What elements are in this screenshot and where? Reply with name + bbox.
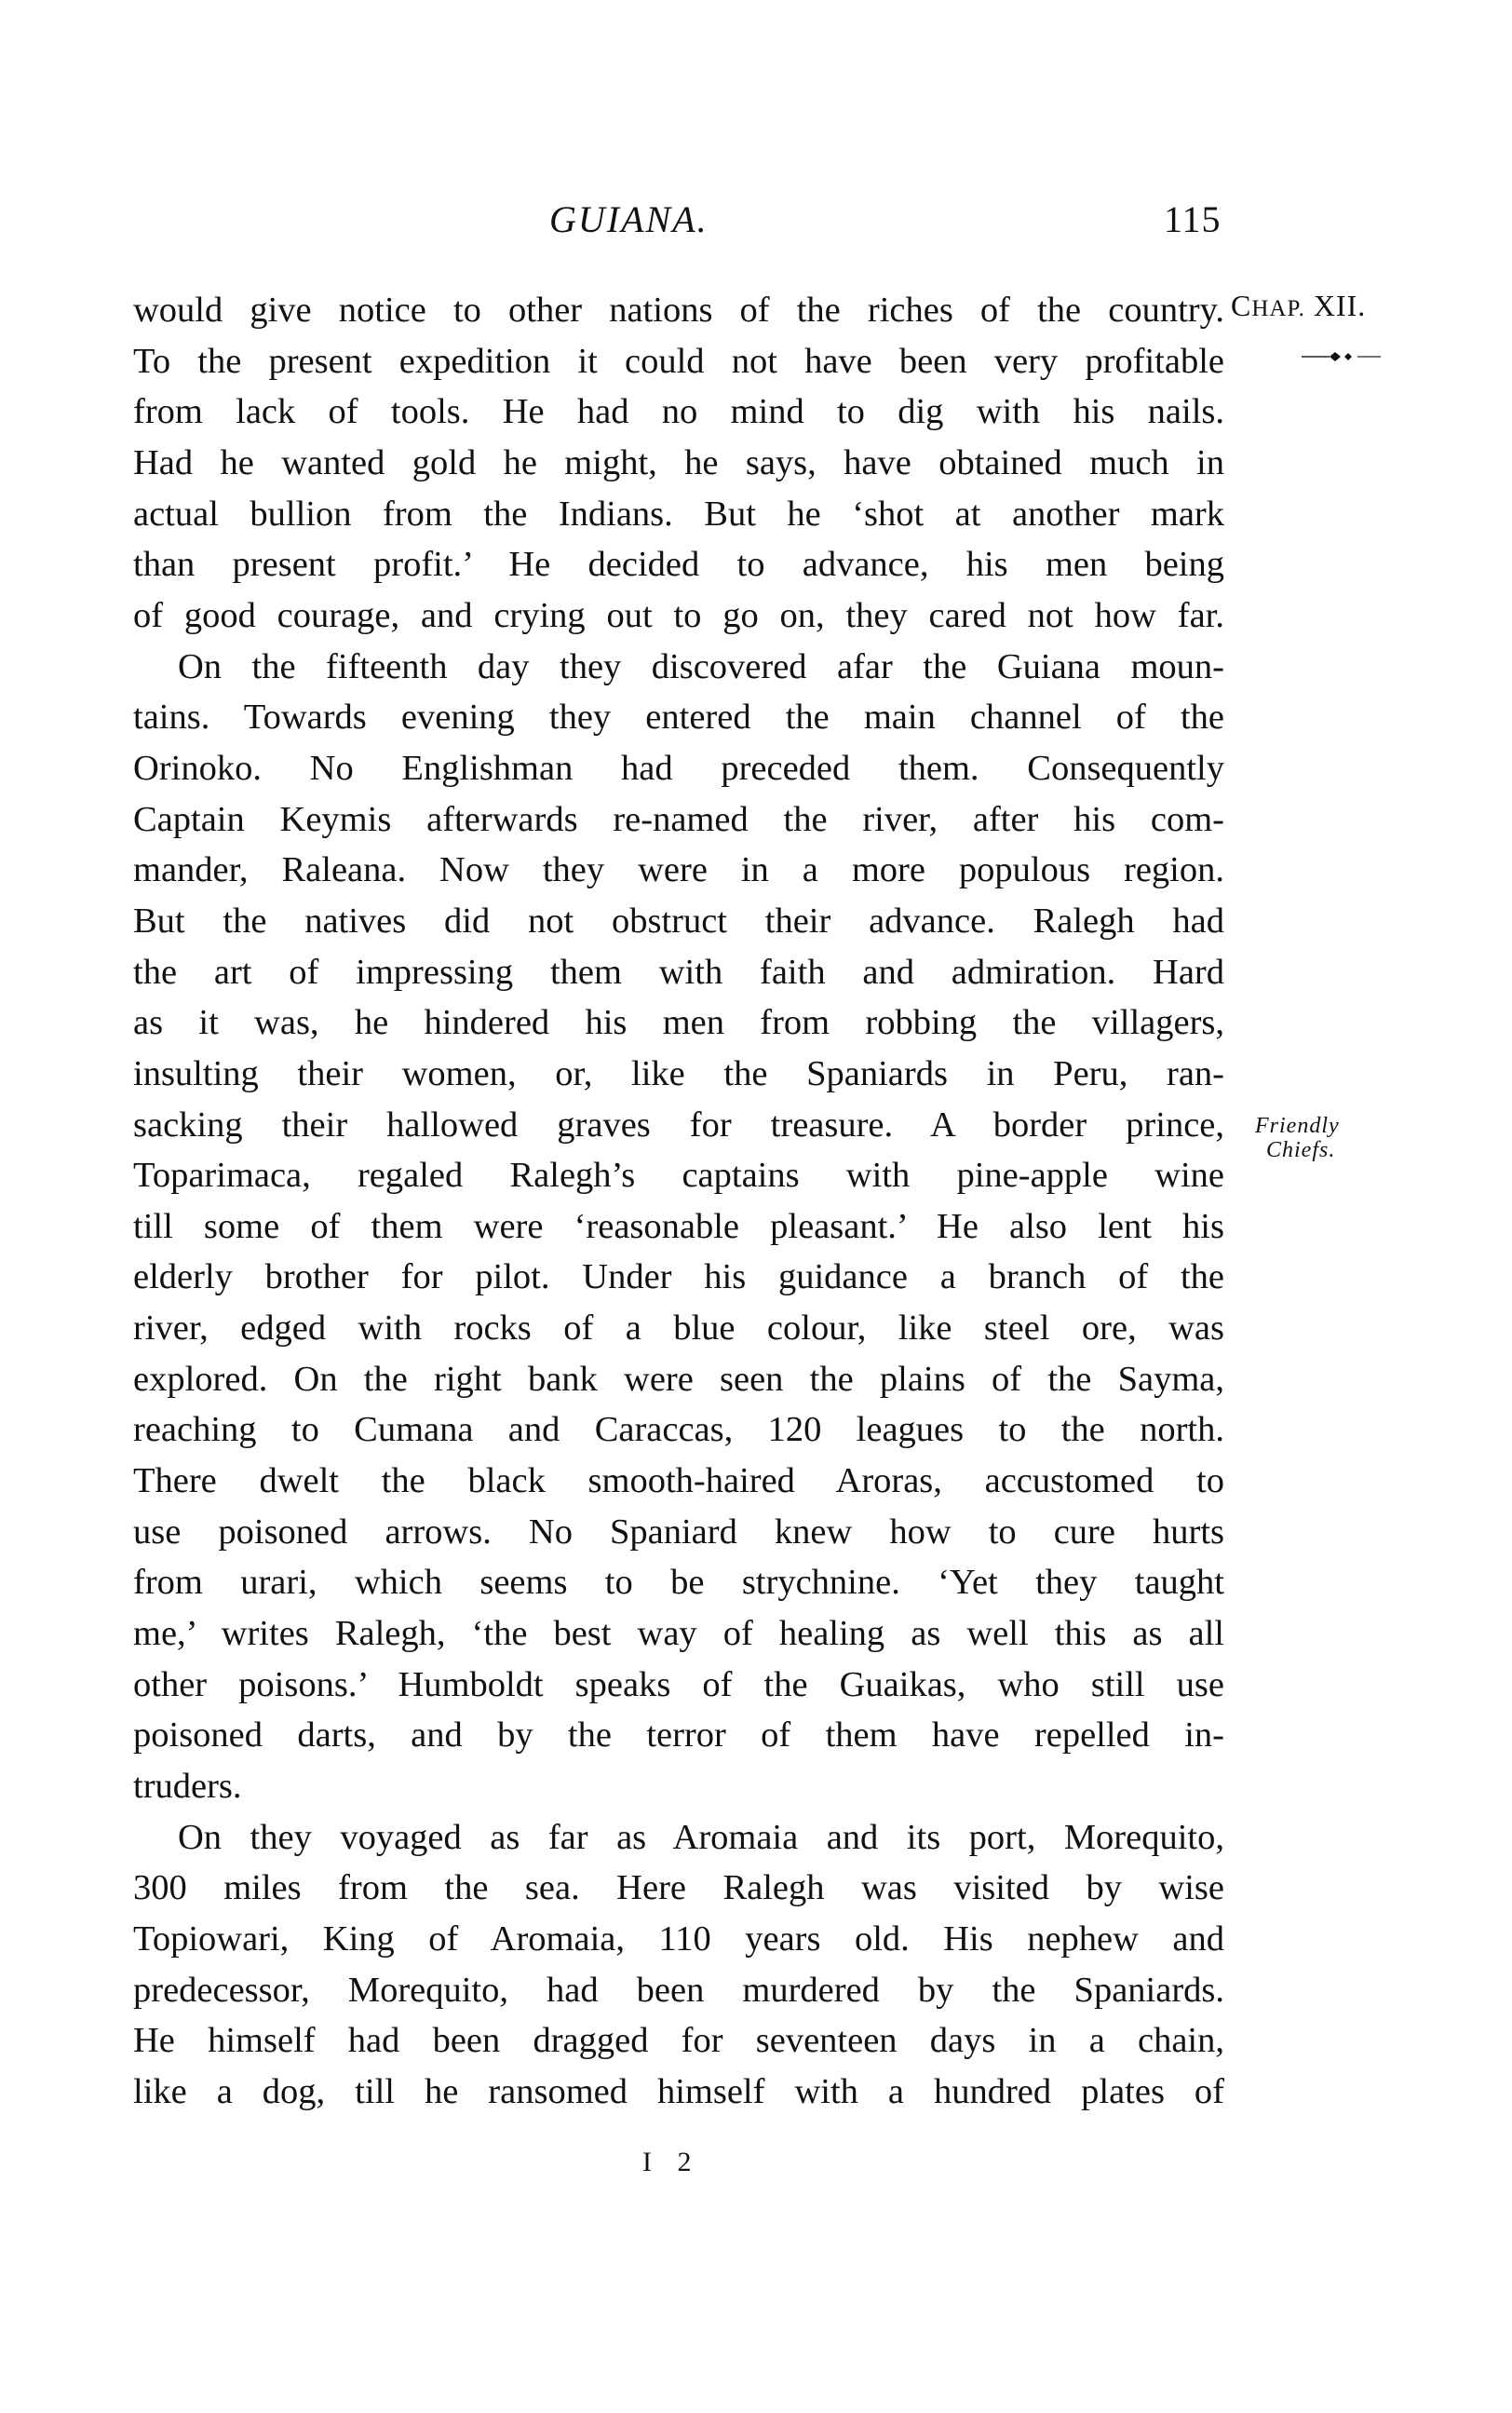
text-line: like a dog, till he ransomed himself with a hundred plates of bbox=[133, 2071, 1224, 2111]
page-number: 115 bbox=[1164, 198, 1222, 240]
text-line: To the present expedition it could not have been very profitable bbox=[133, 341, 1224, 381]
text-line: poisoned darts, and by the terror of them have repelled in- bbox=[133, 1715, 1224, 1756]
text-line: would give notice to other nations of the riches of the country. bbox=[133, 291, 1224, 330]
text-line: He himself had been dragged for seventeen days in a chain, bbox=[133, 2021, 1224, 2061]
text-line: from lack of tools. He had no mind to dig with his nails. bbox=[133, 392, 1224, 432]
text-line: as it was, he hindered his men from robbing the villagers, bbox=[133, 1003, 1224, 1043]
text-line: of good courage, and crying out to go on, they cared not how far. bbox=[133, 595, 1224, 635]
text-line: from urari, which seems to be strychnine. ‘Yet they taught bbox=[133, 1563, 1224, 1603]
text-line: me,’ writes Ralegh, ‘the best way of healing as well this as all bbox=[133, 1614, 1224, 1654]
text-line: reaching to Cumana and Caraccas, 120 leagues to the north. bbox=[133, 1410, 1224, 1450]
chapter-prefix: C bbox=[1231, 289, 1252, 322]
text-line: Had he wanted gold he might, he says, have obtained much in bbox=[133, 442, 1224, 482]
text-line: 300 miles from the sea. Here Ralegh was visited by wise bbox=[133, 1868, 1224, 1908]
text-line: till some of them were ‘reasonable pleasant.’ He also lent his bbox=[133, 1206, 1224, 1246]
text-line: other poisons.’ Humboldt speaks of the Guaikas, who still use bbox=[133, 1664, 1224, 1704]
chapter-smallcaps: HAP. bbox=[1251, 296, 1305, 321]
signature-mark: I 2 bbox=[642, 2147, 701, 2177]
running-title: GUIANA. bbox=[549, 198, 709, 240]
margin-note-line1: Friendly bbox=[1255, 1114, 1340, 1138]
text-line: But the natives did not obstruct their advance. Ralegh had bbox=[133, 901, 1224, 941]
text-line: mander, Raleana. Now they were in a more populous region. bbox=[133, 850, 1224, 890]
text-line: On they voyaged as far as Aromaia and its port, Morequito, bbox=[178, 1817, 1224, 1857]
text-line: river, edged with rocks of a blue colour, like steel ore, was bbox=[133, 1308, 1224, 1349]
text-line: actual bullion from the Indians. But he ‘shot at another mark bbox=[133, 494, 1224, 534]
text-line: elderly brother for pilot. Under his guidance a branch of the bbox=[133, 1257, 1224, 1297]
text-line: On the fifteenth day they discovered afar the Guiana moun- bbox=[178, 646, 1224, 686]
text-line: insulting their women, or, like the Spaniards in Peru, ran- bbox=[133, 1053, 1224, 1093]
text-line: Toparimaca, regaled Ralegh’s captains with pine-apple wine bbox=[133, 1156, 1224, 1196]
chapter-marker bbox=[1231, 289, 1366, 323]
text-line: Topiowari, King of Aromaia, 110 years old. His nephew and bbox=[133, 1919, 1224, 1959]
text-line: than present profit.’ He decided to advance, his men being bbox=[133, 545, 1224, 585]
text-line: truders. bbox=[133, 1767, 242, 1807]
text-line: explored. On the right bank were seen the plains of the Sayma, bbox=[133, 1359, 1224, 1399]
text-line: predecessor, Morequito, had been murdered by the Spaniards. bbox=[133, 1970, 1224, 2010]
chapter-number: XII. bbox=[1304, 289, 1367, 322]
text-line: Orinoko. No Englishman had preceded them. Consequently bbox=[133, 748, 1224, 788]
text-line: There dwelt the black smooth-haired Aroras, accustomed to bbox=[133, 1461, 1224, 1501]
text-line: use poisoned arrows. No Spaniard knew how to cure hurts bbox=[133, 1512, 1224, 1552]
text-line: Captain Keymis afterwards re-named the river, after his com- bbox=[133, 799, 1224, 839]
text-line: the art of impressing them with faith and admiration. Hard bbox=[133, 952, 1224, 992]
margin-note-line2: Chiefs. bbox=[1266, 1138, 1336, 1162]
text-line: sacking their hallowed graves for treasure. A border prince, bbox=[133, 1105, 1224, 1145]
body-text bbox=[133, 285, 1224, 2118]
text-line: tains. Towards evening they entered the main channel of the bbox=[133, 698, 1224, 738]
ornament-divider-icon bbox=[1302, 351, 1381, 362]
